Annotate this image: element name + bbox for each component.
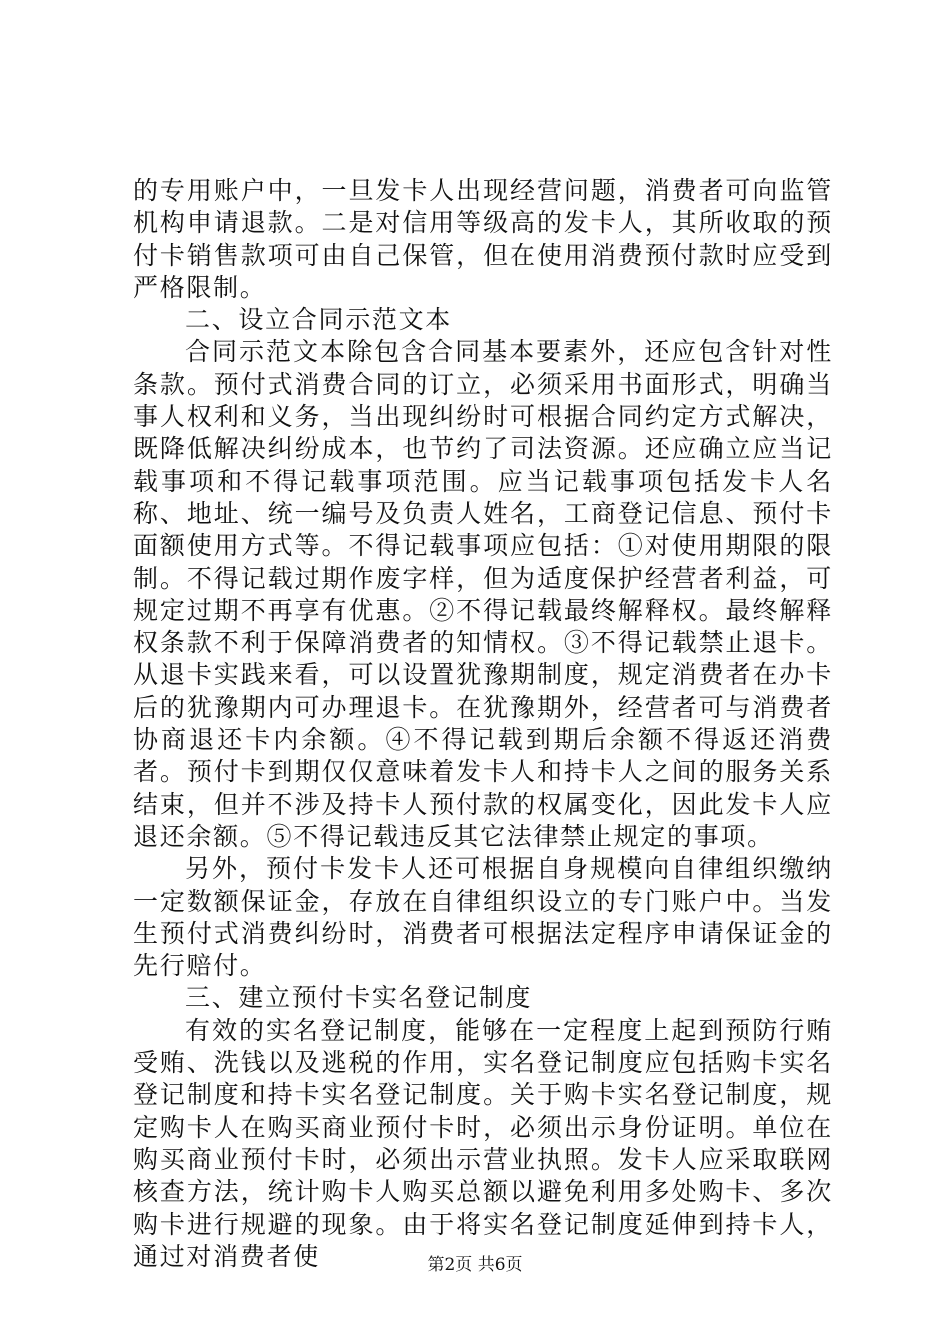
paragraph-deposit: 另外，预付卡发卡人还可根据自身规模向自律组织缴纳一定数额保证金，存放在自律组织设立的专门账户中。当发生预付式消费纠纷时，消费者可根据法定程序申请保证金的先行赔付。 [133,854,833,981]
section-heading-2: 二、设立合同示范文本 [185,305,453,335]
paragraph-contract-template: 合同示范文本除包含合同基本要素外，还应包含针对性条款。预付式消费合同的订立，必须采用书面形式，明确当事人权利和义务，当出现纠纷时可根据合同约定方式解决，既降低解决纠纷成本，也节约了司法资源。还应确立应当记载事项和不得记载事项范围。应当记载事项包括发卡人名称、地址、统一编号及负责人姓名，工商登记信息、预付卡面额使用方式等。不得记载事项应包括：①对使用期限的限制。不得记载过期作废字样，但为适度保护经营者利益，可规定过期不再享有优惠。②不得记载最终解释权。最终解释权条款不利于保障消费者的知情权。③不得记载禁止退卡。从退卡实践来看，可以设置犹豫期制度，规定消费者在办卡后的犹豫期内可办理退卡。在犹豫期外，经营者可与消费者协商退还卡内余额。④不得记载到期后余额不得返还消费者。预付卡到期仅仅意味着发卡人和持卡人之间的服务关系结束，但并不涉及持卡人预付款的权属变化，因此发卡人应退还余额。⑤不得记载违反其它法律禁止规定的事项。 [133,337,833,851]
paragraph-continuation: 的专用账户中，一旦发卡人出现经营问题，消费者可向监管机构申请退款。二是对信用等级高的发卡人，其所收取的预付卡销售款项可由自己保管，但在使用消费预付款时应受到严格限制。 [133,176,833,302]
page-footer: 第2页 共6页 [427,1255,523,1275]
document-body [133,175,833,1273]
section-heading-3: 三、建立预付卡实名登记制度 [185,983,533,1013]
paragraph-real-name: 有效的实名登记制度，能够在一定程度上起到预防行贿受贿、洗钱以及逃税的作用，实名登记制度应包括购卡实名登记制度和持卡实名登记制度。关于购卡实名登记制度，规定购卡人在购买商业预付卡时，必须出示身份证明。单位在购买商业预付卡时，必须出示营业执照。发卡人应采取联网核查方法，统计购卡人购买总额以避免利用多处购卡、多次购卡进行规避的现象。由于将实名登记制度延伸到持卡人，通过对消费者使 [133,1015,833,1271]
